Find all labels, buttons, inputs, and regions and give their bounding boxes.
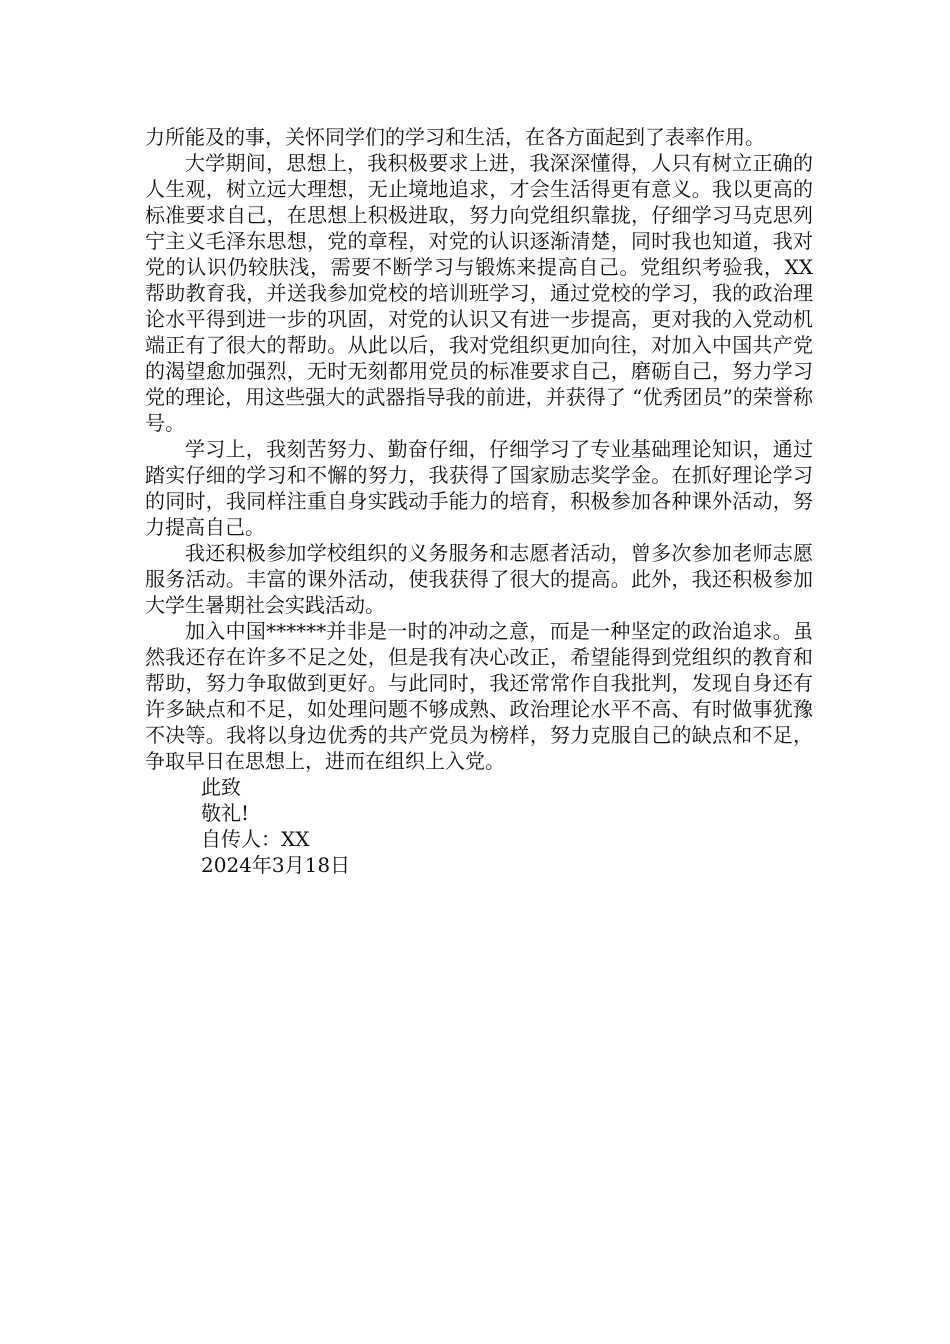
paragraph-volunteer: 我还积极参加学校组织的义务服务和志愿者活动，曾多次参加老师志愿服务活动。丰富的课外活动，使我获得了很大的提高。此外，我还积极参加大学生暑期社会实践活动。 [145,541,813,617]
closing-date: 2024年3月18日 [201,853,351,877]
paragraph-continuation: 力所能及的事，关怀同学们的学习和生活，在各方面起到了表率作用。 [145,125,765,149]
document-body [145,124,813,878]
closing-author: 自传人：XX [201,827,310,851]
paragraph-resolution: 加入中国******并非是一时的冲动之意，而是一种坚定的政治追求。虽然我还存在许多不足之处，但是我有决心改正，希望能得到党组织的教育和帮助，努力争取做到更好。与此同时，我还常常作自我批判，发现自身还有许多缺点和不足，如处理问题不够成熟、政治理论水平不高、有时做事犹豫不决等。我将以身边优秀的共产党员为榜样，努力克服自己的缺点和不足，争取早日在思想上，进而在组织上入党。 [145,619,813,773]
closing-salutation: 此致 [201,775,241,799]
closing-respect: 敬礼! [201,801,250,825]
closing-block [145,774,813,878]
paragraph-study: 学习上，我刻苦努力、勤奋仔细，仔细学习了专业基础理论知识，通过踏实仔细的学习和不懈的努力，我获得了国家励志奖学金。在抓好理论学习的同时，我同样注重自身实践动手能力的培育，积极参加各种课外活动，努力提高自己。 [145,437,813,539]
paragraph-thought: 大学期间，思想上，我积极要求上进，我深深懂得，人只有树立正确的人生观，树立远大理想，无止境地追求，才会生活得更有意义。我以更高的标准要求自己，在思想上积极进取，努力向党组织靠拢，仔细学习马克思列宁主义毛泽东思想，党的章程，对党的认识逐渐清楚，同时我也知道，我对党的认识仍较肤浅，需要不断学习与锻炼来提高自己。党组织考验我，XX帮助教育我，并送我参加党校的培训班学习，通过党校的学习，我的政治理论水平得到进一步的巩固，对党的认识又有进一步提高，更对我的入党动机端正有了很大的帮助。从此以后，我对党组织更加向往，对加入中国共产党的渴望愈加强烈，无时无刻都用党员的标准要求自己，磨砺自己，努力学习党的理论，用这些强大的武器指导我的前进，并获得了 “优秀团员”的荣誉称号。 [145,151,813,435]
